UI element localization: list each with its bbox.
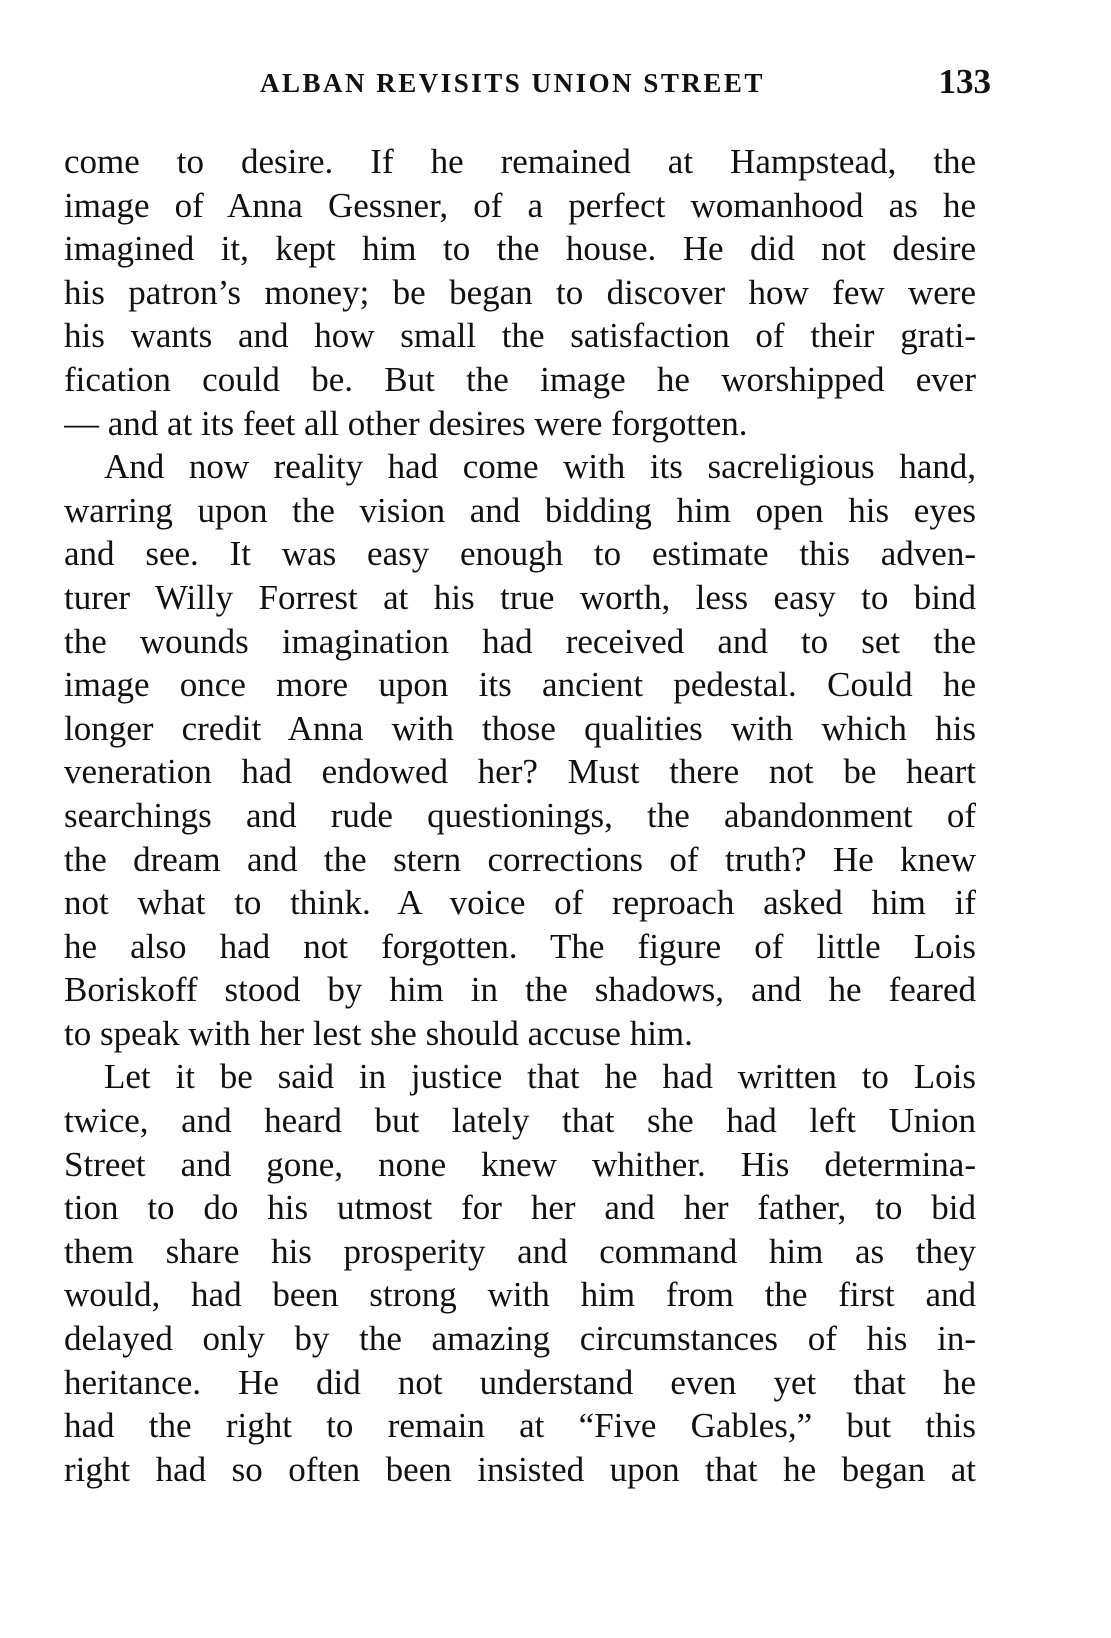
text-line: he also had not forgotten. The figure of little Lois — [64, 926, 976, 966]
text-line: tion to do his utmost for her and her father, to bid — [64, 1188, 976, 1228]
text-line: his wants and how small the satisfaction of their grati- — [64, 316, 976, 356]
text-line: searchings and rude questionings, the abandonment of — [64, 795, 976, 835]
text-line: right had so often been insisted upon that he began at — [64, 1449, 976, 1489]
text-line: Street and gone, none knew whither. His determina- — [64, 1144, 976, 1184]
text-line: heritance. He did not understand even yet that he — [64, 1362, 976, 1402]
text-line: turer Willy Forrest at his true worth, less easy to bind — [64, 577, 976, 617]
running-title: ALBAN REVISITS UNION STREET — [260, 68, 765, 98]
text-line: Let it be said in justice that he had written to Lois — [104, 1057, 976, 1097]
text-line: had the right to remain at “Five Gables,” but this — [64, 1406, 976, 1446]
body-text — [64, 140, 976, 1491]
running-header — [64, 62, 991, 102]
text-line: would, had been strong with him from the first and — [64, 1275, 976, 1315]
text-line: his patron’s money; be began to discover how few were — [64, 272, 976, 312]
text-line: come to desire. If he remained at Hampstead, the — [64, 142, 976, 181]
text-line: the dream and the stern corrections of truth? He knew — [64, 839, 976, 879]
text-line: twice, and heard but lately that she had left Union — [64, 1101, 976, 1141]
text-line: the wounds imagination had received and to set the — [64, 621, 976, 661]
text-line: to speak with her lest she should accuse him. — [64, 1013, 693, 1053]
text-line: delayed only by the amazing circumstances of his in- — [64, 1319, 976, 1359]
text-line: veneration had endowed her? Must there not be heart — [64, 752, 976, 792]
text-line: image once more upon its ancient pedestal. Could he — [64, 665, 976, 705]
page-number: 133 — [938, 62, 991, 101]
text-line: longer credit Anna with those qualities with which his — [64, 708, 976, 748]
text-line: fication could be. But the image he worshipped ever — [64, 359, 976, 399]
text-line: warring upon the vision and bidding him open his eyes — [64, 490, 976, 530]
text-line: Boriskoff stood by him in the shadows, and he feared — [64, 970, 976, 1010]
text-line: — and at its feet all other desires were forgotten. — [64, 403, 748, 443]
text-line: them share his prosperity and command him as they — [64, 1231, 976, 1271]
text-line: imagined it, kept him to the house. He did not desire — [64, 229, 976, 269]
text-line: not what to think. A voice of reproach asked him if — [64, 883, 976, 923]
text-line: image of Anna Gessner, of a perfect womanhood as he — [64, 185, 976, 225]
text-line: And now reality had come with its sacreligious hand, — [104, 447, 976, 487]
text-line: and see. It was easy enough to estimate this adven- — [64, 534, 976, 574]
